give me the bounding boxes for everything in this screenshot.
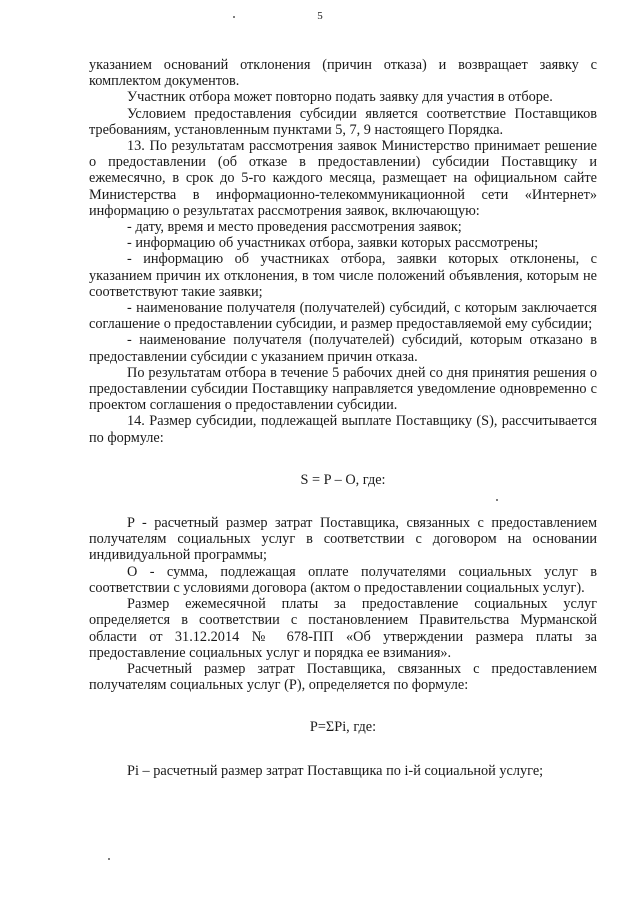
paragraph: Участник отбора может повторно подать заявку для участия в отборе. [127,89,553,106]
document-body [89,57,597,779]
paragraph: указанием оснований отклонения (причин отказа) и возвращает заявку с комплектом документов. [89,57,597,90]
definition-o: O - сумма, подлежащая оплате получателями социальных услуг в соответствии с условиями договора (актом о предоставлении социальных услуг). [89,563,597,596]
scan-speck [233,16,235,18]
page-number: 5 [317,10,323,22]
formula-s: S = P – O, где: [300,471,386,488]
paragraph: По результатам отбора в течение 5 рабочих дней со дня принятия решения о предоставлении субсидии Поставщику направляется уведомление одновременно с проектом соглашения о предоставлении субсидии. [89,364,597,414]
list-item: - наименование получателя (получателей) субсидий, с которым заключается соглашение о предоставлении субсидии, и размер предоставляемой ему субсидии; [89,300,597,333]
formula-p: P=ΣPi, где: [309,719,377,736]
paragraph: Размер ежемесячной платы за предоставление социальных услуг определяется в соответствии с постановлением Правительства Мурманской области от 31.12.2014 № 678-ПП «Об утверждении размера платы за предоставление социальных услуг и порядка ее взимания». [89,596,597,661]
paragraph-section-14: 14. Размер субсидии, подлежащей выплате Поставщику (S), рассчитывается по формуле: [89,413,597,446]
definition-pi: Pi – расчетный размер затрат Поставщика по i-й социальной услуге; [127,762,544,779]
definition-p: P - расчетный размер затрат Поставщика, связанных с предоставлением получателям социальных услуг в соответствии с договором на основании индивидуальной программы; [89,515,597,564]
paragraph: Расчетный размер затрат Поставщика, связанных с предоставлением получателям социальных услуг (P), определяется по формуле: [89,660,597,694]
list-item: - информацию об участниках отбора, заявки которых рассмотрены; [127,235,539,252]
list-item: - информацию об участниках отбора, заявки которых отклонены, с указанием причин их отклонения, в том числе положений объявления, которым не соответствуют такие заявки; [89,251,597,300]
list-item: - дату, время и место проведения рассмотрения заявок; [127,219,462,236]
scan-speck [108,858,110,860]
paragraph-section-13: 13. По результатам рассмотрения заявок Министерство принимает решение о предоставлении (об отказе в предоставлении) субсидии Поставщику и ежемесячно, в срок до 5-го каждого месяца, размещает на официальном сайте Министерства в информационно-телекоммуникационной сети «Интернет» информацию о результатах рассмотрения заявок, включающую: [89,138,597,219]
list-item: - наименование получателя (получателей) субсидий, которым отказано в предоставлении субсидии с указанием причин отказа. [89,332,597,365]
paragraph: Условием предоставления субсидии является соответствие Поставщиков требованиям, установленным пунктами 5, 7, 9 настоящего Порядка. [89,105,597,138]
